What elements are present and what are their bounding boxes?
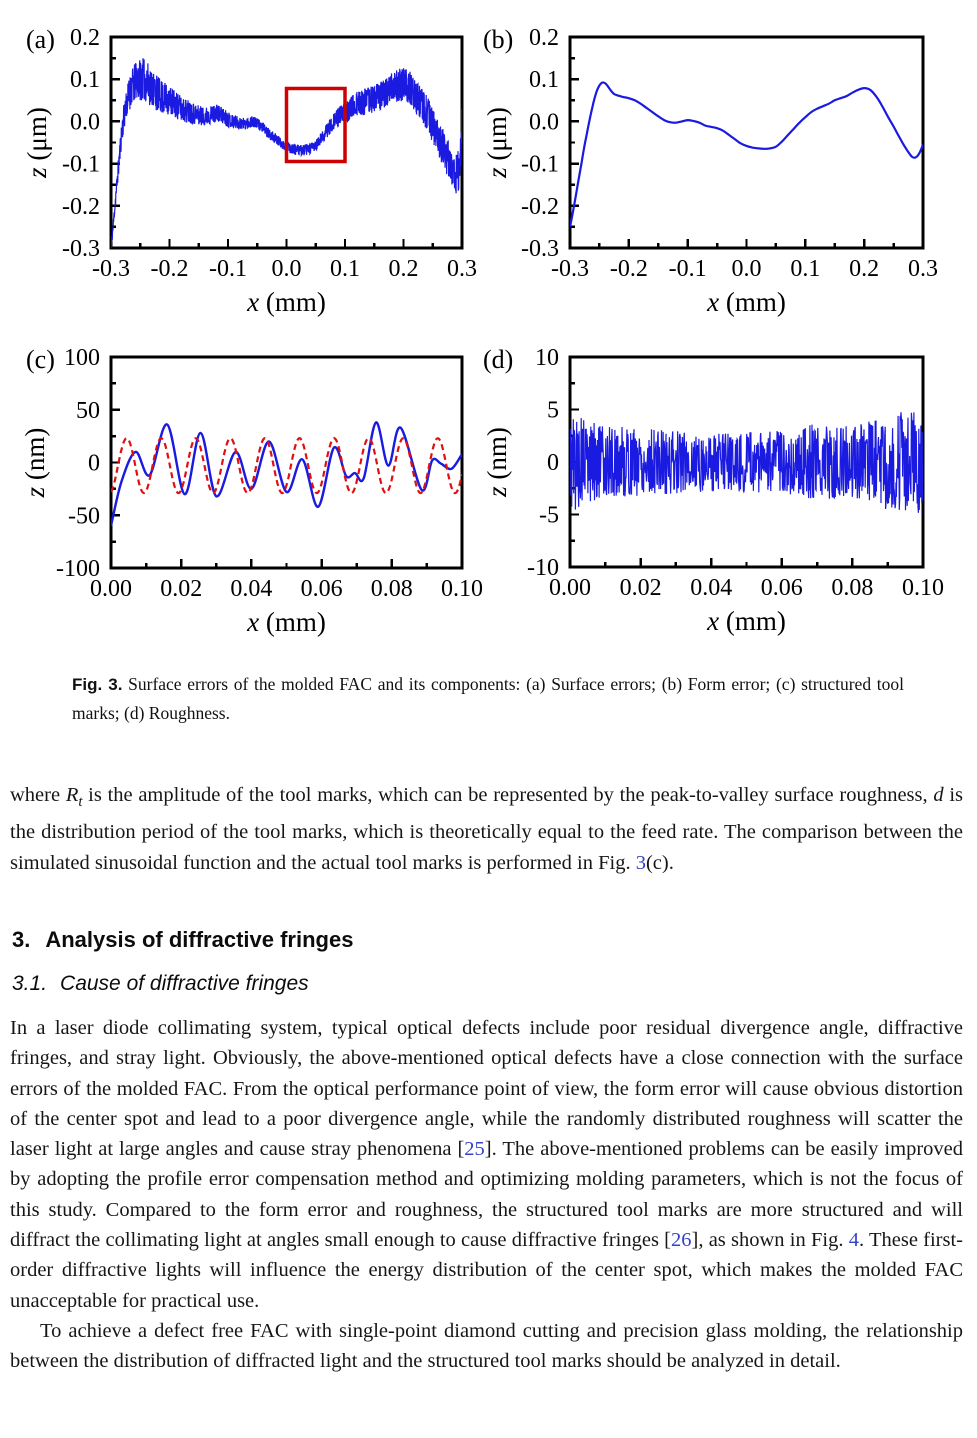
figure-caption-text: Surface errors of the molded FAC and its components: (a) Surface errors; (b) Form error; (c) structured tool marks; (d) Roughness.	[72, 674, 904, 723]
axis-ticks	[570, 37, 923, 248]
tick-labels	[56, 345, 483, 602]
svg-text:-0.1: -0.1	[62, 151, 100, 178]
svg-text:0.2: 0.2	[529, 25, 559, 51]
svg-text:0.3: 0.3	[447, 256, 477, 282]
figure-caption	[72, 670, 904, 727]
svg-text:0.0: 0.0	[70, 109, 100, 136]
text-run: is the amplitude of the tool marks, which can be represented by the peak-to-valley surface roughness,	[82, 784, 934, 806]
series-group	[570, 412, 923, 513]
svg-text:0.00: 0.00	[549, 575, 591, 601]
svg-text:-10: -10	[527, 555, 559, 581]
svg-text:-0.3: -0.3	[521, 236, 559, 262]
svg-text:0.08: 0.08	[831, 575, 874, 601]
section-title: Analysis of diffractive fringes	[45, 927, 354, 952]
paragraph-defect-free	[10, 1316, 963, 1377]
panel-letter-a: (a)	[26, 25, 55, 54]
citation-link[interactable]: 26	[671, 1229, 692, 1252]
y-axis-label: z (nm)	[20, 427, 50, 498]
figure-caption-label: Fig. 3.	[72, 675, 123, 694]
section-heading	[12, 927, 353, 953]
svg-text:-0.3: -0.3	[92, 256, 130, 282]
svg-text:0.0: 0.0	[529, 109, 559, 136]
svg-text:0.2: 0.2	[388, 256, 419, 282]
chart-panel-a	[0, 0, 490, 330]
panel-letter-b: (b)	[483, 25, 514, 54]
svg-text:0.06: 0.06	[760, 575, 803, 601]
svg-text:-0.3: -0.3	[62, 236, 100, 262]
x-axis-label: x (mm)	[707, 287, 786, 317]
text-run: ]. The above-mentioned problems can be easily improved by adopting the profile error compensation method and optimizing molding parameters, which is not the focus of this study. Compared to the form error and roughness, the structured tool marks are more structured and will diffract the collimating light at angles small enough to cause diffractive fringes [	[10, 1138, 963, 1252]
body-text-block	[10, 1013, 963, 1377]
svg-text:0.00: 0.00	[90, 576, 132, 602]
x-axis-label: x (mm)	[247, 287, 326, 317]
panel-letter-d: (d)	[483, 345, 514, 374]
svg-text:0.06: 0.06	[300, 576, 343, 602]
text-run: where	[10, 784, 66, 806]
svg-text:0.1: 0.1	[790, 256, 821, 282]
text-run: is the distribution period of the tool marks, which is theoretically equal to the feed rate. The comparison between the simulated sinusoidal function and the actual tool marks is performed in Fig.	[10, 784, 963, 874]
series-group	[111, 422, 462, 525]
citation-link[interactable]: 25	[464, 1138, 485, 1161]
svg-text:50: 50	[76, 397, 100, 424]
svg-text:-0.1: -0.1	[668, 256, 707, 282]
svg-text:10: 10	[535, 345, 559, 371]
svg-text:-0.2: -0.2	[609, 256, 648, 282]
panel-letter-c: (c)	[26, 345, 55, 374]
x-axis-label: x (mm)	[707, 606, 786, 636]
tool-marks-actual-trace	[111, 422, 462, 525]
svg-text:0.08: 0.08	[370, 576, 413, 602]
x-axis-label: x (mm)	[247, 607, 326, 637]
svg-text:0.0: 0.0	[271, 256, 302, 282]
chart-panel-d	[480, 320, 977, 650]
svg-text:-0.1: -0.1	[521, 151, 559, 178]
subsection-number: 3.1.	[12, 972, 48, 995]
svg-text:0.1: 0.1	[529, 67, 559, 94]
axis-frame	[111, 357, 462, 568]
citation-link[interactable]: 4	[848, 1229, 859, 1252]
svg-text:5: 5	[547, 397, 559, 424]
svg-text:0.04: 0.04	[230, 576, 273, 602]
svg-text:-0.2: -0.2	[62, 193, 100, 220]
svg-text:-0.3: -0.3	[551, 256, 589, 282]
text-run: To achieve a defect free FAC with single-point diamond cutting and precision glass molding, the relationship between the distribution of diffracted light and the structured tool marks should be analyzed in detail.	[10, 1319, 963, 1373]
y-axis-label: z (μm)	[22, 107, 52, 178]
svg-text:0.3: 0.3	[908, 256, 938, 282]
chart-panel-b	[480, 0, 977, 330]
svg-text:-0.1: -0.1	[209, 256, 247, 282]
svg-text:0.04: 0.04	[690, 575, 733, 601]
svg-text:0: 0	[88, 450, 100, 477]
svg-text:0.0: 0.0	[731, 256, 762, 282]
form-error-trace	[570, 82, 923, 226]
subsection-heading	[12, 972, 309, 996]
svg-text:0.2: 0.2	[70, 25, 100, 51]
paragraph-cause-of-fringes	[10, 1013, 963, 1316]
text-run: In a laser diode collimating system, typical optical defects include poor residual divergence angle, diffractive fringes, and stray light. Obviously, the above-mentioned optical defects have a close connection with the surface errors of the molded FAC. From the optical performance point of view, the form error will cause obvious distortion of the center spot and lead to a poor divergence angle, while the randomly distributed roughness will scatter the laser light at large angles and cause stray phenomena [	[10, 1017, 963, 1161]
svg-text:0.10: 0.10	[902, 575, 944, 601]
y-axis-label: z (nm)	[482, 427, 512, 497]
tool-marks-simulated-trace	[111, 438, 462, 493]
chart-panel-c	[0, 320, 490, 650]
axis-ticks	[111, 357, 462, 568]
citation-link[interactable]: 3	[635, 851, 646, 874]
math-variable: R	[65, 784, 79, 806]
svg-text:0.02: 0.02	[160, 576, 203, 602]
svg-text:0.1: 0.1	[70, 67, 100, 94]
svg-text:0.2: 0.2	[849, 256, 880, 282]
tick-labels	[62, 25, 477, 282]
axis-frame	[570, 37, 923, 248]
math-variable: d	[933, 784, 944, 806]
text-run: ], as shown in Fig.	[691, 1229, 849, 1252]
svg-text:-0.2: -0.2	[521, 193, 559, 220]
svg-text:0: 0	[547, 450, 559, 476]
svg-text:100: 100	[64, 345, 100, 371]
y-axis-label: z (μm)	[482, 107, 512, 178]
section-number: 3.	[12, 927, 31, 952]
svg-text:0.1: 0.1	[330, 256, 360, 282]
paragraph-tool-marks	[10, 780, 963, 878]
subsection-title: Cause of diffractive fringes	[60, 972, 309, 995]
svg-text:0.10: 0.10	[441, 576, 483, 602]
text-run: . These first-order diffractive lights will influence the energy distribution of the center spot, which makes the molded FAC unacceptable for practical use.	[10, 1229, 964, 1312]
svg-text:0.02: 0.02	[619, 575, 662, 601]
svg-text:-100: -100	[56, 556, 100, 582]
math-subscript: t	[78, 794, 83, 811]
svg-text:-50: -50	[68, 503, 100, 530]
roughness-trace	[570, 412, 923, 513]
svg-text:-5: -5	[539, 502, 559, 529]
series-group	[570, 82, 923, 226]
text-run: (c).	[645, 851, 674, 874]
svg-text:-0.2: -0.2	[150, 256, 189, 282]
